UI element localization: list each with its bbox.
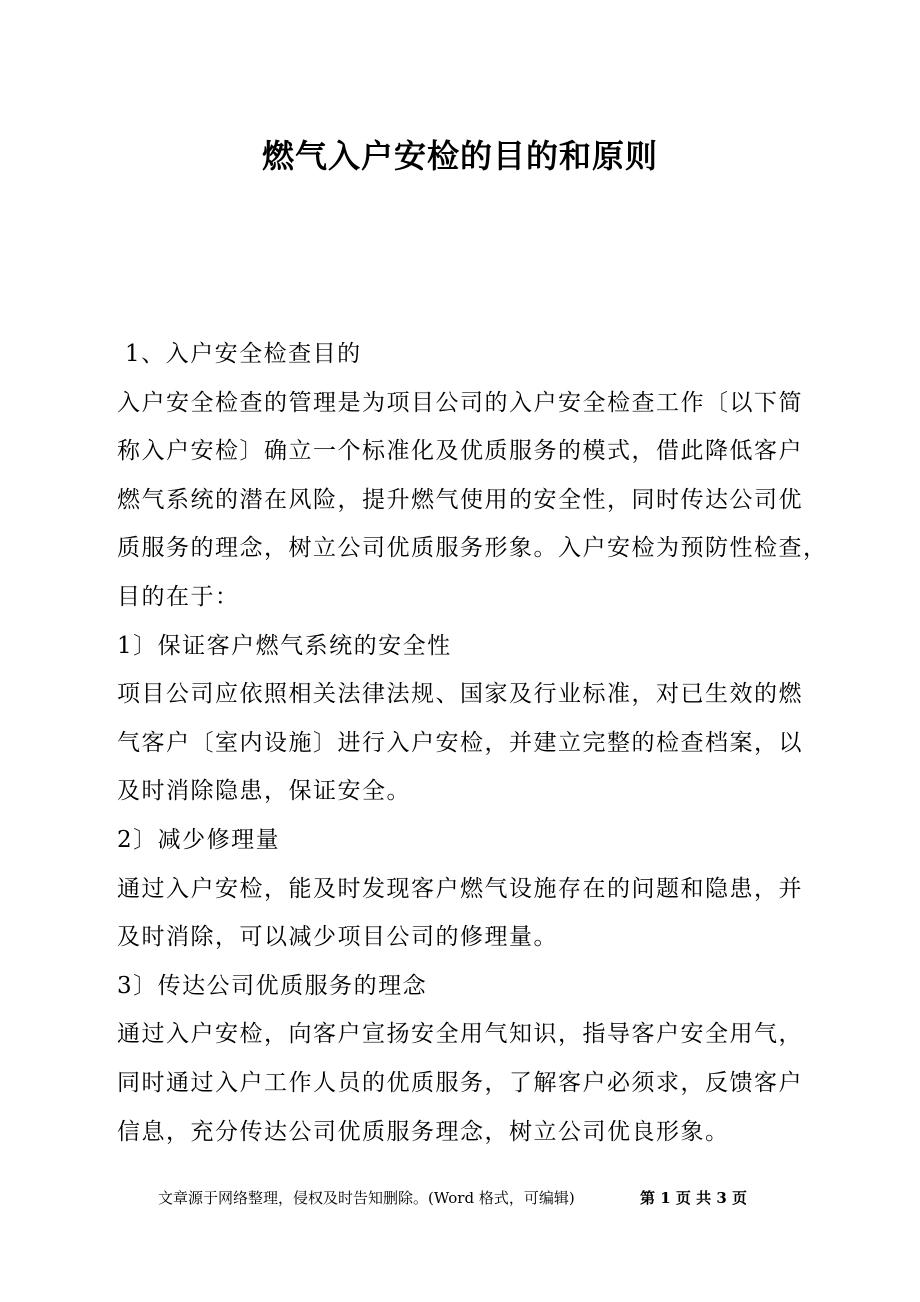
paragraph-line: 及时消除隐患，保证安全。 (117, 778, 411, 805)
subsection-heading: 2〕减少修理量 (117, 826, 281, 853)
subsection-heading: 1〕保证客户燃气系统的安全性 (117, 632, 452, 659)
paragraph-line: 气客户〔室内设施〕进行入户安检，并建立完整的检查档案，以 (117, 729, 803, 756)
subsection-heading: 3〕传达公司优质服务的理念 (117, 972, 428, 999)
paragraph-line: 质服务的理念，树立公司优质服务形象。入户安检为预防性检查， (117, 535, 828, 562)
paragraph-line: 目的在于： (117, 583, 240, 610)
page-footer (0, 1186, 920, 1210)
paragraph-line: 通过入户安检，能及时发现客户燃气设施存在的问题和隐患，并 (117, 875, 803, 902)
footer-page-indicator: 第 1 页 共 3 页 (640, 1189, 747, 1207)
paragraph-line: 同时通过入户工作人员的优质服务，了解客户必须求，反馈客户 (117, 1069, 803, 1096)
paragraph-line: 信息，充分传达公司优质服务理念，树立公司优良形象。 (117, 1118, 730, 1145)
paragraph-line: 燃气系统的潜在风险，提升燃气使用的安全性，同时传达公司优 (117, 486, 803, 513)
document-title: 燃气入户安检的目的和原则 (261, 137, 658, 175)
document-body (117, 330, 837, 1156)
paragraph-line: 项目公司应依照相关法律法规、国家及行业标准，对已生效的燃 (117, 681, 803, 708)
section-heading: 1、入户安全检查目的 (125, 341, 362, 367)
paragraph-line: 入户安全检查的管理是为项目公司的入户安全检查工作〔以下简 (117, 389, 803, 416)
paragraph-line: 通过入户安检，向客户宣扬安全用气知识，指导客户安全用气， (117, 1021, 803, 1048)
paragraph-line: 及时消除，可以减少项目公司的修理量。 (117, 924, 558, 951)
footer-source-note: 文章源于网络整理，侵权及时告知删除。(Word 格式，可编辑) (158, 1189, 575, 1207)
paragraph-line: 称入户安检〕确立一个标准化及优质服务的模式，借此降低客户 (117, 438, 803, 465)
